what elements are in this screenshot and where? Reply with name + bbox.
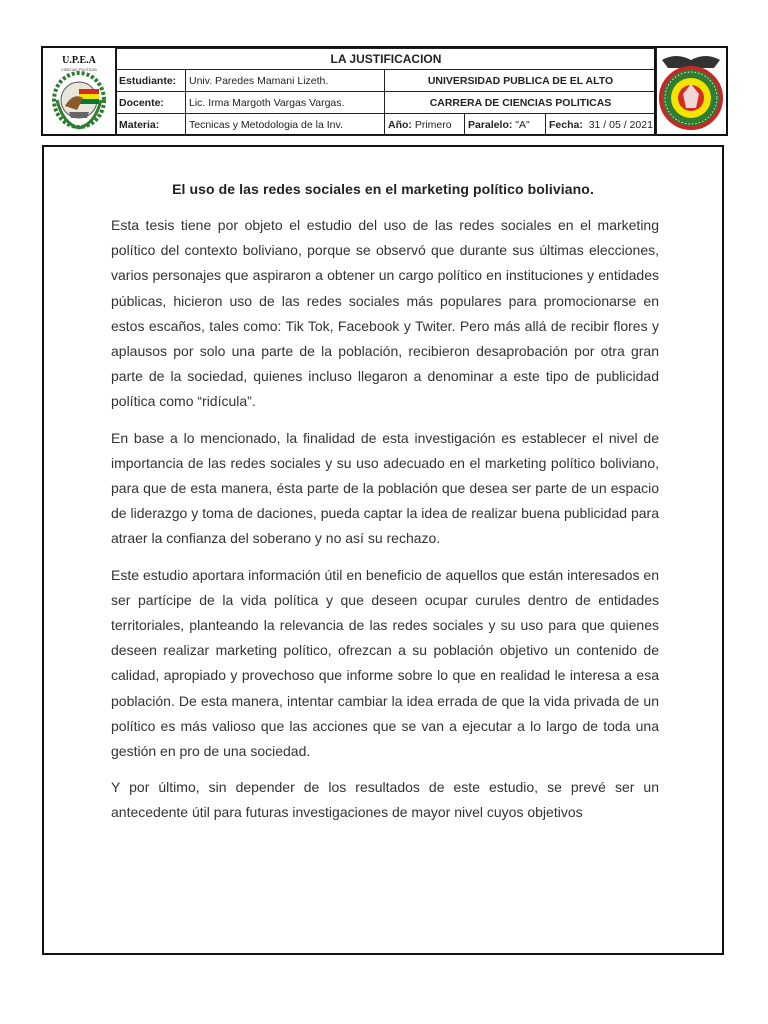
career-name: CARRERA DE CIENCIAS POLITICAS <box>385 92 657 114</box>
date-label: Fecha: <box>549 118 583 131</box>
ciencias-politicas-seal <box>654 48 726 134</box>
teacher-value: Lic. Irma Margoth Vargas Vargas. <box>186 92 385 114</box>
date-cell <box>546 114 657 136</box>
svg-text:CIENCIAS POLITICAS: CIENCIAS POLITICAS <box>61 68 97 72</box>
year-cell <box>385 114 465 136</box>
paragraph: Este estudio aportara información útil en beneficio de aquellos que están interesados en ser partícipe de la vida política y que deseen ocupar curules dentro de entidades territoriales, planteando la relevancia de las redes sociales y su uso para que quienes deseen realizar marketing político, ofrezcan a su población objetivo un contenido de calidad, apropiado y provechoso que informe sobre lo que en realidad le interesa a esa población. De esta manera, intentar cambiar la idea errada de que la vida privada de un político es más valioso que las acciones que se van a ejecutar a lo largo de toda una gestión en pro de una sociedad. <box>111 566 659 760</box>
year-value: Primero <box>414 118 452 131</box>
subject-label: Materia: <box>116 114 186 136</box>
header-box <box>41 46 728 136</box>
upea-logo <box>43 48 117 134</box>
header-table <box>115 48 657 136</box>
student-value: Univ. Paredes Mamani Lizeth. <box>186 70 385 92</box>
document-body <box>111 213 659 837</box>
paragraph: Y por último, sin depender de los resultados de este estudio, se prevé ser un antecedente útil para futuras investigaciones de mayor nivel cuyos objetivos <box>111 779 659 821</box>
section-cell <box>465 114 546 136</box>
teacher-label: Docente: <box>116 92 186 114</box>
svg-text:U.P.E.A: U.P.E.A <box>62 55 96 66</box>
student-label: Estudiante: <box>116 70 186 92</box>
section-value: "A" <box>515 118 530 131</box>
date-value: 31 / 05 / 2021 <box>588 118 653 131</box>
paragraph: En base a lo mencionado, la finalidad de esta investigación es establecer el nivel de importancia de las redes sociales y su uso adecuado en el marketing político boliviano, para que de esta manera, ésta parte de la población que desea ser parte de un espacio de liderazgo y toma de daciones, pueda captar la idea de realizar buena publicidad para atraer la confianza del soberano y no así su rechazo. <box>111 429 659 547</box>
doc-header-title: LA JUSTIFICACION <box>116 49 657 70</box>
document-title: El uso de las redes sociales en el marketing político boliviano. <box>172 181 594 197</box>
paragraph: Esta tesis tiene por objeto el estudio del uso de las redes sociales en el marketing político del contexto boliviano, porque se observó que durante sus últimas elecciones, varios personajes que aspiraron a obtener un cargo político en instituciones y entidades públicas, hicieron uso de las redes sociales más populares para promocionarse en estos escaños, tales como: Tik Tok, Facebook y Twiter. Pero más allá de recibir flores y aplausos por solo una parte de la población, recibieron desaprobación por otra gran parte de la sociedad, quienes incluso llegaron a denominar a este tipo de publicidad política como “ridícula”. <box>111 217 659 410</box>
section-label: Paralelo: <box>468 118 513 131</box>
university-name: UNIVERSIDAD PUBLICA DE EL ALTO <box>385 70 657 92</box>
year-label: Año: <box>388 118 412 131</box>
subject-value: Tecnicas y Metodologia de la Inv. <box>186 114 385 136</box>
document-frame <box>42 145 724 955</box>
